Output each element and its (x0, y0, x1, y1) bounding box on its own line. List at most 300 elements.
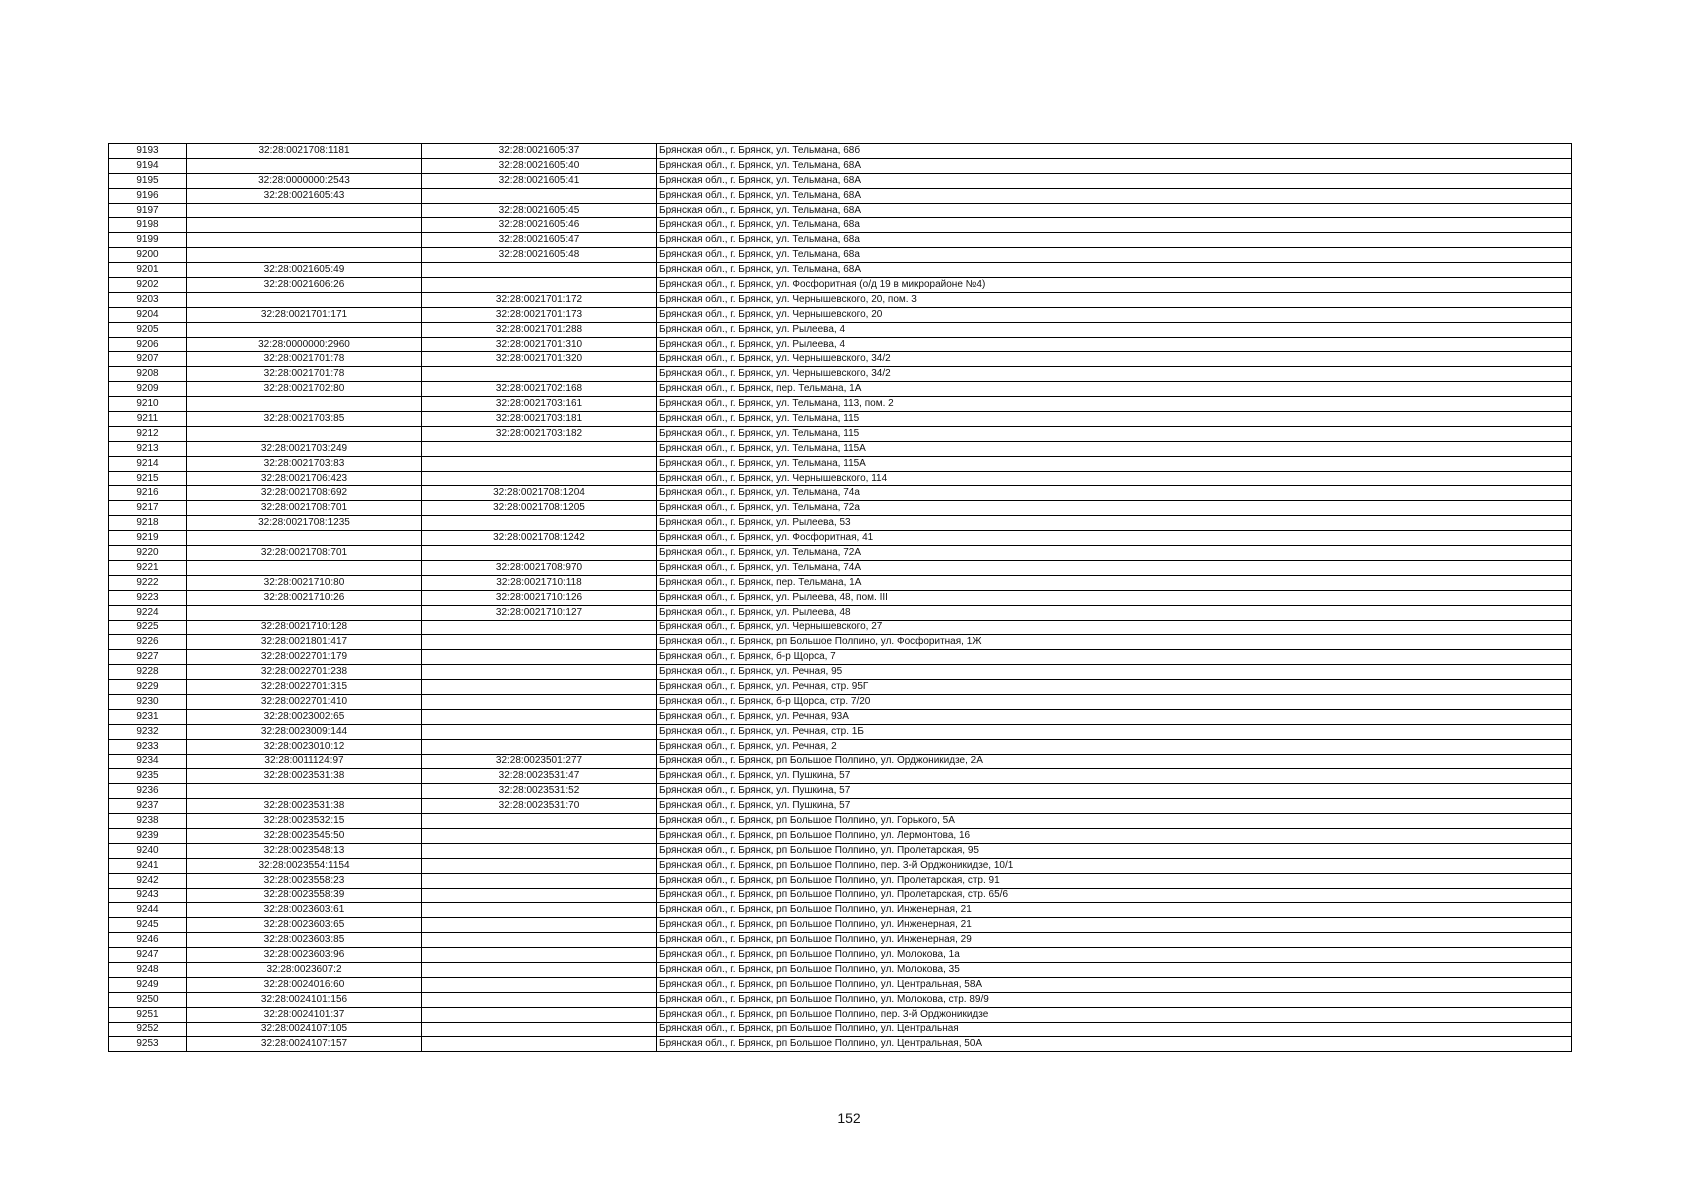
address-cell: Брянская обл., г. Брянск, ул. Тельмана, 68А (657, 158, 1572, 173)
address-cell: Брянская обл., г. Брянск, ул. Тельмана, 68А (657, 263, 1572, 278)
cadastral-number-land-cell: 32:28:0023607:2 (187, 962, 422, 977)
cadastral-number-land-cell: 32:28:0011124:97 (187, 754, 422, 769)
cadastral-number-land-cell: 32:28:0023002:65 (187, 709, 422, 724)
cadastral-number-object-cell (422, 367, 657, 382)
cadastral-number-object-cell: 32:28:0021708:1242 (422, 531, 657, 546)
page-number: 152 (837, 1110, 861, 1126)
row-number-cell: 9204 (109, 307, 187, 322)
cadastral-number-land-cell (187, 426, 422, 441)
cadastral-number-land-cell: 32:28:0023554:1154 (187, 858, 422, 873)
row-number-cell: 9249 (109, 977, 187, 992)
cadastral-number-object-cell: 32:28:0021708:1205 (422, 501, 657, 516)
cadastral-number-object-cell: 32:28:0021708:970 (422, 560, 657, 575)
table-row (109, 382, 1572, 397)
cadastral-number-object-cell: 32:28:0023531:52 (422, 784, 657, 799)
row-number-cell: 9228 (109, 665, 187, 680)
row-number-cell: 9219 (109, 531, 187, 546)
cadastral-number-object-cell (422, 948, 657, 963)
address-cell: Брянская обл., г. Брянск, рп Большое Полпино, ул. Лермонтова, 16 (657, 828, 1572, 843)
table-row (109, 843, 1572, 858)
cadastral-number-object-cell: 32:28:0021605:37 (422, 144, 657, 159)
cadastral-number-land-cell: 32:28:0023603:85 (187, 933, 422, 948)
cadastral-number-object-cell: 32:28:0021605:46 (422, 218, 657, 233)
address-cell: Брянская обл., г. Брянск, ул. Тельмана, 115 (657, 412, 1572, 427)
address-cell: Брянская обл., г. Брянск, ул. Тельмана, 113, пом. 2 (657, 397, 1572, 412)
row-number-cell: 9241 (109, 858, 187, 873)
cadastral-number-land-cell: 32:28:0021701:78 (187, 367, 422, 382)
row-number-cell: 9244 (109, 903, 187, 918)
row-number-cell: 9229 (109, 680, 187, 695)
address-cell: Брянская обл., г. Брянск, ул. Тельмана, 74а (657, 486, 1572, 501)
cadastral-number-object-cell (422, 620, 657, 635)
row-number-cell: 9242 (109, 873, 187, 888)
table-row (109, 739, 1572, 754)
cadastral-number-land-cell: 32:28:0021701:171 (187, 307, 422, 322)
cadastral-number-land-cell (187, 248, 422, 263)
address-cell: Брянская обл., г. Брянск, ул. Пушкина, 57 (657, 799, 1572, 814)
cadastral-number-land-cell (187, 531, 422, 546)
address-cell: Брянская обл., г. Брянск, пер. Тельмана, 1А (657, 382, 1572, 397)
table-row (109, 144, 1572, 159)
cadastral-number-object-cell (422, 873, 657, 888)
address-cell: Брянская обл., г. Брянск, рп Большое Полпино, ул. Фосфоритная, 1Ж (657, 635, 1572, 650)
table-row (109, 233, 1572, 248)
cadastral-number-object-cell: 32:28:0021703:161 (422, 397, 657, 412)
address-cell: Брянская обл., г. Брянск, ул. Тельмана, 68а (657, 248, 1572, 263)
cadastral-number-land-cell: 32:28:0021605:49 (187, 263, 422, 278)
address-cell: Брянская обл., г. Брянск, рп Большое Полпино, ул. Инженерная, 29 (657, 933, 1572, 948)
address-cell: Брянская обл., г. Брянск, рп Большое Полпино, ул. Центральная, 58А (657, 977, 1572, 992)
address-cell: Брянская обл., г. Брянск, ул. Тельмана, 72а (657, 501, 1572, 516)
address-cell: Брянская обл., г. Брянск, ул. Фосфоритная (о/д 19 в микрорайоне №4) (657, 278, 1572, 293)
cadastral-number-object-cell: 32:28:0021702:168 (422, 382, 657, 397)
address-cell: Брянская обл., г. Брянск, рп Большое Полпино, пер. 3-й Орджоникидзе, 10/1 (657, 858, 1572, 873)
address-cell: Брянская обл., г. Брянск, рп Большое Полпино, пер. 3-й Орджоникидзе (657, 1007, 1572, 1022)
row-number-cell: 9220 (109, 546, 187, 561)
cadastral-number-land-cell: 32:28:0024107:157 (187, 1037, 422, 1052)
cadastral-number-object-cell: 32:28:0021703:182 (422, 426, 657, 441)
address-cell: Брянская обл., г. Брянск, рп Большое Полпино, ул. Инженерная, 21 (657, 903, 1572, 918)
table-row (109, 516, 1572, 531)
row-number-cell: 9221 (109, 560, 187, 575)
cadastral-number-object-cell: 32:28:0021605:40 (422, 158, 657, 173)
cadastral-number-object-cell: 32:28:0021710:126 (422, 590, 657, 605)
address-cell: Брянская обл., г. Брянск, ул. Тельмана, 68А (657, 203, 1572, 218)
table-row (109, 456, 1572, 471)
row-number-cell: 9234 (109, 754, 187, 769)
cadastral-number-object-cell: 32:28:0023531:47 (422, 769, 657, 784)
table-row (109, 426, 1572, 441)
address-cell: Брянская обл., г. Брянск, ул. Речная, стр. 1Б (657, 724, 1572, 739)
row-number-cell: 9215 (109, 471, 187, 486)
table-row (109, 278, 1572, 293)
cadastral-number-object-cell (422, 694, 657, 709)
table-row (109, 605, 1572, 620)
address-cell: Брянская обл., г. Брянск, рп Большое Полпино, ул. Центральная (657, 1022, 1572, 1037)
table-row (109, 992, 1572, 1007)
table-row (109, 1007, 1572, 1022)
cadastral-number-land-cell: 32:28:0023558:39 (187, 888, 422, 903)
row-number-cell: 9222 (109, 575, 187, 590)
cadastral-number-object-cell (422, 977, 657, 992)
cadastral-number-land-cell: 32:28:0021703:85 (187, 412, 422, 427)
row-number-cell: 9218 (109, 516, 187, 531)
row-number-cell: 9243 (109, 888, 187, 903)
row-number-cell: 9198 (109, 218, 187, 233)
cadastral-number-object-cell (422, 456, 657, 471)
cadastral-number-land-cell: 32:28:0021701:78 (187, 352, 422, 367)
table-row (109, 694, 1572, 709)
table-row (109, 948, 1572, 963)
cadastral-number-land-cell: 32:28:0021710:26 (187, 590, 422, 605)
row-number-cell: 9223 (109, 590, 187, 605)
table-row (109, 352, 1572, 367)
table-row (109, 1022, 1572, 1037)
row-number-cell: 9196 (109, 188, 187, 203)
row-number-cell: 9247 (109, 948, 187, 963)
row-number-cell: 9227 (109, 650, 187, 665)
table-row (109, 441, 1572, 456)
table-row (109, 412, 1572, 427)
address-cell: Брянская обл., г. Брянск, ул. Тельмана, 115А (657, 441, 1572, 456)
cadastral-number-land-cell: 32:28:0021708:701 (187, 546, 422, 561)
cadastral-number-object-cell: 32:28:0023501:277 (422, 754, 657, 769)
address-cell: Брянская обл., г. Брянск, ул. Речная, стр. 95Г (657, 680, 1572, 695)
table-row (109, 620, 1572, 635)
table-row (109, 486, 1572, 501)
row-number-cell: 9246 (109, 933, 187, 948)
cadastral-number-land-cell: 32:28:0021710:80 (187, 575, 422, 590)
cadastral-number-land-cell: 32:28:0021708:692 (187, 486, 422, 501)
cadastral-number-land-cell: 32:28:0021708:1181 (187, 144, 422, 159)
cadastral-number-object-cell (422, 962, 657, 977)
table-row (109, 367, 1572, 382)
cadastral-number-object-cell (422, 1022, 657, 1037)
cadastral-number-land-cell: 32:28:0021708:1235 (187, 516, 422, 531)
cadastral-number-object-cell (422, 546, 657, 561)
cadastral-number-object-cell (422, 516, 657, 531)
cadastral-number-land-cell: 32:28:0022701:179 (187, 650, 422, 665)
cadastral-number-object-cell: 32:28:0021701:320 (422, 352, 657, 367)
cadastral-number-land-cell: 32:28:0024101:156 (187, 992, 422, 1007)
address-cell: Брянская обл., г. Брянск, рп Большое Полпино, ул. Пролетарская, 95 (657, 843, 1572, 858)
address-cell: Брянская обл., г. Брянск, рп Большое Полпино, ул. Пролетарская, стр. 65/6 (657, 888, 1572, 903)
address-cell: Брянская обл., г. Брянск, ул. Пушкина, 57 (657, 769, 1572, 784)
cadastral-number-object-cell (422, 709, 657, 724)
row-number-cell: 9248 (109, 962, 187, 977)
table-row (109, 471, 1572, 486)
table-row (109, 546, 1572, 561)
cadastral-number-object-cell (422, 724, 657, 739)
table-row (109, 292, 1572, 307)
table-row (109, 575, 1572, 590)
table-row (109, 188, 1572, 203)
cadastral-number-land-cell: 32:28:0021801:417 (187, 635, 422, 650)
address-cell: Брянская обл., г. Брянск, ул. Тельмана, 74А (657, 560, 1572, 575)
cadastral-number-land-cell: 32:28:0024101:37 (187, 1007, 422, 1022)
row-number-cell: 9200 (109, 248, 187, 263)
row-number-cell: 9232 (109, 724, 187, 739)
row-number-cell: 9214 (109, 456, 187, 471)
cadastral-number-object-cell (422, 278, 657, 293)
table-row (109, 962, 1572, 977)
address-cell: Брянская обл., г. Брянск, ул. Тельмана, 115А (657, 456, 1572, 471)
address-cell: Брянская обл., г. Брянск, ул. Чернышевского, 27 (657, 620, 1572, 635)
row-number-cell: 9201 (109, 263, 187, 278)
cadastral-number-object-cell: 32:28:0021701:288 (422, 322, 657, 337)
row-number-cell: 9193 (109, 144, 187, 159)
address-cell: Брянская обл., г. Брянск, ул. Тельмана, 68а (657, 218, 1572, 233)
address-cell: Брянская обл., г. Брянск, ул. Чернышевского, 20 (657, 307, 1572, 322)
table-row (109, 590, 1572, 605)
address-cell: Брянская обл., г. Брянск, б-р Щорса, стр. 7/20 (657, 694, 1572, 709)
address-cell: Брянская обл., г. Брянск, ул. Фосфоритная, 41 (657, 531, 1572, 546)
cadastral-number-land-cell: 32:28:0023532:15 (187, 814, 422, 829)
table-row (109, 531, 1572, 546)
cadastral-number-land-cell: 32:28:0024016:60 (187, 977, 422, 992)
cadastral-number-object-cell: 32:28:0021710:127 (422, 605, 657, 620)
cadastral-number-object-cell (422, 665, 657, 680)
address-cell: Брянская обл., г. Брянск, рп Большое Полпино, ул. Орджоникидзе, 2А (657, 754, 1572, 769)
row-number-cell: 9207 (109, 352, 187, 367)
table-row (109, 501, 1572, 516)
cadastral-number-object-cell: 32:28:0021605:45 (422, 203, 657, 218)
table-row (109, 337, 1572, 352)
table-row (109, 218, 1572, 233)
row-number-cell: 9194 (109, 158, 187, 173)
row-number-cell: 9253 (109, 1037, 187, 1052)
table-row (109, 173, 1572, 188)
row-number-cell: 9205 (109, 322, 187, 337)
row-number-cell: 9250 (109, 992, 187, 1007)
table-row (109, 263, 1572, 278)
row-number-cell: 9239 (109, 828, 187, 843)
cadastral-number-object-cell: 32:28:0021708:1204 (422, 486, 657, 501)
cadastral-number-object-cell: 32:28:0021703:181 (422, 412, 657, 427)
address-cell: Брянская обл., г. Брянск, ул. Чернышевского, 20, пом. 3 (657, 292, 1572, 307)
table-row (109, 397, 1572, 412)
cadastral-number-land-cell (187, 397, 422, 412)
cadastral-number-object-cell: 32:28:0021710:118 (422, 575, 657, 590)
row-number-cell: 9209 (109, 382, 187, 397)
address-cell: Брянская обл., г. Брянск, ул. Рылеева, 53 (657, 516, 1572, 531)
cadastral-number-object-cell: 32:28:0021605:41 (422, 173, 657, 188)
address-cell: Брянская обл., г. Брянск, рп Большое Полпино, ул. Горького, 5А (657, 814, 1572, 829)
cadastral-number-land-cell: 32:28:0000000:2960 (187, 337, 422, 352)
table-row (109, 322, 1572, 337)
row-number-cell: 9237 (109, 799, 187, 814)
address-cell: Брянская обл., г. Брянск, рп Большое Полпино, ул. Молокова, 1а (657, 948, 1572, 963)
cadastral-number-land-cell: 32:28:0023531:38 (187, 799, 422, 814)
cadastral-number-land-cell: 32:28:0023545:50 (187, 828, 422, 843)
cadastral-number-object-cell (422, 858, 657, 873)
table-row (109, 977, 1572, 992)
cadastral-number-land-cell: 32:28:0023010:12 (187, 739, 422, 754)
cadastral-number-land-cell: 32:28:0023603:65 (187, 918, 422, 933)
row-number-cell: 9230 (109, 694, 187, 709)
cadastral-number-object-cell (422, 918, 657, 933)
row-number-cell: 9202 (109, 278, 187, 293)
table-row (109, 933, 1572, 948)
address-cell: Брянская обл., г. Брянск, рп Большое Полпино, ул. Пролетарская, стр. 91 (657, 873, 1572, 888)
cadastral-number-object-cell: 32:28:0021605:48 (422, 248, 657, 263)
cadastral-number-land-cell (187, 218, 422, 233)
address-cell: Брянская обл., г. Брянск, ул. Чернышевского, 34/2 (657, 367, 1572, 382)
table-row (109, 650, 1572, 665)
cadastral-number-object-cell (422, 471, 657, 486)
table-row (109, 560, 1572, 575)
cadastral-number-land-cell: 32:28:0021708:701 (187, 501, 422, 516)
cadastral-number-land-cell (187, 784, 422, 799)
table-row (109, 307, 1572, 322)
cadastral-number-object-cell (422, 635, 657, 650)
table-row (109, 754, 1572, 769)
cadastral-number-land-cell: 32:28:0023603:61 (187, 903, 422, 918)
cadastral-number-object-cell: 32:28:0021605:47 (422, 233, 657, 248)
cadastral-number-land-cell: 32:28:0023558:23 (187, 873, 422, 888)
cadastral-number-land-cell: 32:28:0021706:423 (187, 471, 422, 486)
cadastral-number-object-cell: 32:28:0021701:172 (422, 292, 657, 307)
table-row (109, 724, 1572, 739)
address-cell: Брянская обл., г. Брянск, ул. Рылеева, 4 (657, 337, 1572, 352)
address-cell: Брянская обл., г. Брянск, рп Большое Полпино, ул. Инженерная, 21 (657, 918, 1572, 933)
address-cell: Брянская обл., г. Брянск, пер. Тельмана, 1А (657, 575, 1572, 590)
row-number-cell: 9238 (109, 814, 187, 829)
cadastral-number-object-cell: 32:28:0021701:310 (422, 337, 657, 352)
cadastral-number-object-cell (422, 650, 657, 665)
address-cell: Брянская обл., г. Брянск, ул. Речная, 93А (657, 709, 1572, 724)
cadastral-number-land-cell: 32:28:0022701:315 (187, 680, 422, 695)
cadastral-number-land-cell: 32:28:0021710:128 (187, 620, 422, 635)
address-cell: Брянская обл., г. Брянск, ул. Тельмана, 68б (657, 144, 1572, 159)
cadastral-number-object-cell (422, 843, 657, 858)
row-number-cell: 9251 (109, 1007, 187, 1022)
registry-table-body (109, 144, 1572, 1052)
row-number-cell: 9236 (109, 784, 187, 799)
table-row (109, 918, 1572, 933)
registry-table (108, 143, 1572, 1052)
address-cell: Брянская обл., г. Брянск, рп Большое Полпино, ул. Молокова, 35 (657, 962, 1572, 977)
cadastral-number-land-cell (187, 322, 422, 337)
table-row (109, 709, 1572, 724)
table-row (109, 680, 1572, 695)
row-number-cell: 9208 (109, 367, 187, 382)
cadastral-number-land-cell: 32:28:0021605:43 (187, 188, 422, 203)
table-row (109, 873, 1572, 888)
row-number-cell: 9224 (109, 605, 187, 620)
table-row (109, 888, 1572, 903)
table-row (109, 814, 1572, 829)
cadastral-number-object-cell (422, 933, 657, 948)
address-cell: Брянская обл., г. Брянск, ул. Тельмана, 115 (657, 426, 1572, 441)
row-number-cell: 9226 (109, 635, 187, 650)
address-cell: Брянская обл., г. Брянск, б-р Щорса, 7 (657, 650, 1572, 665)
row-number-cell: 9211 (109, 412, 187, 427)
row-number-cell: 9231 (109, 709, 187, 724)
row-number-cell: 9233 (109, 739, 187, 754)
row-number-cell: 9213 (109, 441, 187, 456)
address-cell: Брянская обл., г. Брянск, рп Большое Полпино, ул. Молокова, стр. 89/9 (657, 992, 1572, 1007)
row-number-cell: 9240 (109, 843, 187, 858)
row-number-cell: 9206 (109, 337, 187, 352)
cadastral-number-land-cell: 32:28:0023603:96 (187, 948, 422, 963)
address-cell: Брянская обл., г. Брянск, ул. Тельмана, 72А (657, 546, 1572, 561)
cadastral-number-object-cell (422, 680, 657, 695)
cadastral-number-land-cell (187, 158, 422, 173)
cadastral-number-land-cell (187, 560, 422, 575)
address-cell: Брянская обл., г. Брянск, ул. Тельмана, 68А (657, 188, 1572, 203)
row-number-cell: 9217 (109, 501, 187, 516)
cadastral-number-object-cell (422, 814, 657, 829)
row-number-cell: 9195 (109, 173, 187, 188)
address-cell: Брянская обл., г. Брянск, ул. Речная, 95 (657, 665, 1572, 680)
table-row (109, 769, 1572, 784)
cadastral-number-land-cell: 32:28:0023009:144 (187, 724, 422, 739)
cadastral-number-land-cell (187, 605, 422, 620)
row-number-cell: 9197 (109, 203, 187, 218)
cadastral-number-land-cell (187, 203, 422, 218)
address-cell: Брянская обл., г. Брянск, ул. Пушкина, 57 (657, 784, 1572, 799)
address-cell: Брянская обл., г. Брянск, ул. Тельмана, 68А (657, 173, 1572, 188)
address-cell: Брянская обл., г. Брянск, ул. Рылеева, 4 (657, 322, 1572, 337)
address-cell: Брянская обл., г. Брянск, ул. Тельмана, 68а (657, 233, 1572, 248)
address-cell: Брянская обл., г. Брянск, ул. Рылеева, 48 (657, 605, 1572, 620)
cadastral-number-land-cell: 32:28:0021703:83 (187, 456, 422, 471)
cadastral-number-object-cell (422, 888, 657, 903)
cadastral-number-land-cell: 32:28:0000000:2543 (187, 173, 422, 188)
table-row (109, 158, 1572, 173)
table-row (109, 665, 1572, 680)
address-cell: Брянская обл., г. Брянск, ул. Чернышевского, 34/2 (657, 352, 1572, 367)
table-row (109, 903, 1572, 918)
cadastral-number-land-cell: 32:28:0024107:105 (187, 1022, 422, 1037)
cadastral-number-object-cell (422, 1007, 657, 1022)
cadastral-number-object-cell: 32:28:0021701:173 (422, 307, 657, 322)
cadastral-number-land-cell: 32:28:0022701:410 (187, 694, 422, 709)
table-row (109, 635, 1572, 650)
address-cell: Брянская обл., г. Брянск, ул. Рылеева, 48, пом. III (657, 590, 1572, 605)
table-row (109, 1037, 1572, 1052)
table-row (109, 828, 1572, 843)
row-number-cell: 9245 (109, 918, 187, 933)
cadastral-number-object-cell (422, 828, 657, 843)
row-number-cell: 9225 (109, 620, 187, 635)
cadastral-number-land-cell: 32:28:0023531:38 (187, 769, 422, 784)
cadastral-number-object-cell (422, 739, 657, 754)
row-number-cell: 9212 (109, 426, 187, 441)
row-number-cell: 9199 (109, 233, 187, 248)
cadastral-number-object-cell (422, 992, 657, 1007)
row-number-cell: 9235 (109, 769, 187, 784)
cadastral-number-land-cell: 32:28:0021702:80 (187, 382, 422, 397)
cadastral-number-land-cell: 32:28:0022701:238 (187, 665, 422, 680)
address-cell: Брянская обл., г. Брянск, ул. Чернышевского, 114 (657, 471, 1572, 486)
table-row (109, 799, 1572, 814)
cadastral-number-object-cell (422, 1037, 657, 1052)
address-cell: Брянская обл., г. Брянск, ул. Речная, 2 (657, 739, 1572, 754)
address-cell: Брянская обл., г. Брянск, рп Большое Полпино, ул. Центральная, 50А (657, 1037, 1572, 1052)
cadastral-number-object-cell (422, 188, 657, 203)
table-row (109, 203, 1572, 218)
table-row (109, 858, 1572, 873)
cadastral-number-land-cell (187, 233, 422, 248)
cadastral-number-land-cell: 32:28:0021703:249 (187, 441, 422, 456)
cadastral-number-land-cell: 32:28:0023548:13 (187, 843, 422, 858)
cadastral-number-object-cell: 32:28:0023531:70 (422, 799, 657, 814)
table-row (109, 248, 1572, 263)
cadastral-number-object-cell (422, 903, 657, 918)
row-number-cell: 9210 (109, 397, 187, 412)
